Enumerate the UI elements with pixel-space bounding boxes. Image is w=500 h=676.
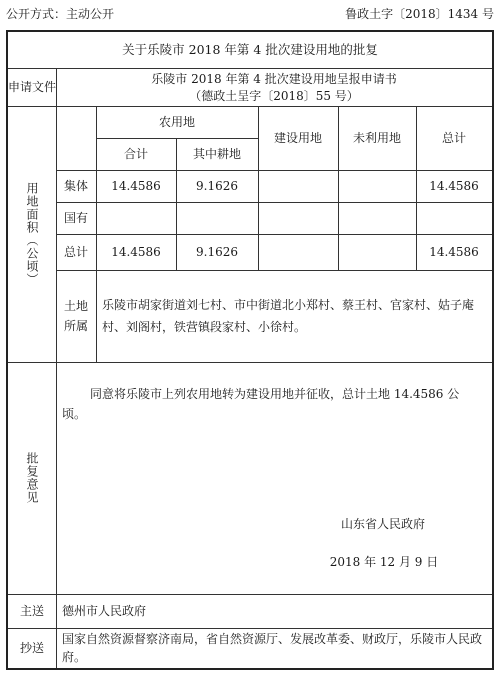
collective-farmland: 9.1626	[196, 179, 238, 193]
rule-title-bottom	[8, 68, 492, 69]
total-total: 14.4586	[429, 245, 479, 259]
approval-date: 2018 年 12 月 9 日	[329, 555, 439, 569]
application-label: 申请文件	[8, 80, 57, 94]
row-label-total: 总计	[63, 245, 88, 259]
main-send-label: 主送	[19, 604, 44, 618]
state-subtotal	[96, 202, 176, 234]
total-unused	[338, 234, 416, 270]
header-construction-land: 建设用地	[273, 131, 322, 145]
location-label-line-1: 土地	[63, 299, 88, 313]
cc-value: 国家自然资源督察济南局，省自然资源厅、发展改革委、财政厅，乐陵市人民政府。	[62, 632, 483, 664]
collective-construction	[258, 170, 338, 202]
land-location-text: 乐陵市胡家街道刘七村、市中街道北小郑村、蔡王村、官家村、姑子庵村、刘阁村，铁营镇段家村、小徐村。	[102, 298, 475, 334]
state-farmland	[176, 202, 258, 234]
header-subtotal: 合计	[123, 147, 148, 161]
document-title: 关于乐陵市 2018 年第 4 批次建设用地的批复	[122, 42, 378, 57]
location-label-line-2: 所属	[63, 319, 88, 333]
header-farmland: 其中耕地	[192, 147, 241, 161]
row-label-collective: 集体	[63, 179, 88, 193]
total-construction	[258, 234, 338, 270]
state-unused	[338, 202, 416, 234]
cc-label: 抄送	[19, 641, 44, 655]
document-number: 鲁政土字〔2018〕1434 号	[345, 6, 494, 21]
row-label-state-owned: 国有	[63, 211, 88, 225]
approval-issuer: 山东省人民政府	[340, 517, 425, 531]
state-construction	[258, 202, 338, 234]
rule-footer-label-column	[56, 594, 57, 668]
rule-row-total-bottom	[56, 270, 492, 271]
land-area-side-label: 用地面积（公顷）	[25, 182, 39, 286]
disclosure-method: 公开方式：主动公开	[6, 6, 115, 21]
header-total: 总计	[441, 131, 466, 145]
collective-unused	[338, 170, 416, 202]
collective-subtotal: 14.4586	[111, 179, 161, 193]
page-header	[6, 4, 494, 22]
total-subtotal: 14.4586	[111, 245, 161, 259]
state-total	[416, 202, 492, 234]
approval-label: 批复意见	[25, 452, 39, 504]
application-line-1: 乐陵市 2018 年第 4 批次建设用地呈报申请书	[151, 71, 397, 86]
approval-form-table	[6, 30, 494, 670]
header-agri-land: 农用地	[158, 115, 195, 129]
collective-total: 14.4586	[429, 179, 479, 193]
rule-land-area-bottom	[8, 362, 492, 363]
approval-text: 同意将乐陵市上列农用地转为建设用地并征收，总计土地 14.4586 公顷。	[62, 387, 460, 421]
rule-main-send-bottom	[8, 628, 492, 629]
header-unused-land: 未利用地	[352, 131, 401, 145]
rule-approval-label-column	[56, 362, 57, 594]
total-farmland: 9.1626	[196, 245, 238, 259]
main-send-value: 德州市人民政府	[62, 604, 147, 618]
application-line-2: （德政土呈字〔2018〕55 号）	[189, 88, 359, 103]
